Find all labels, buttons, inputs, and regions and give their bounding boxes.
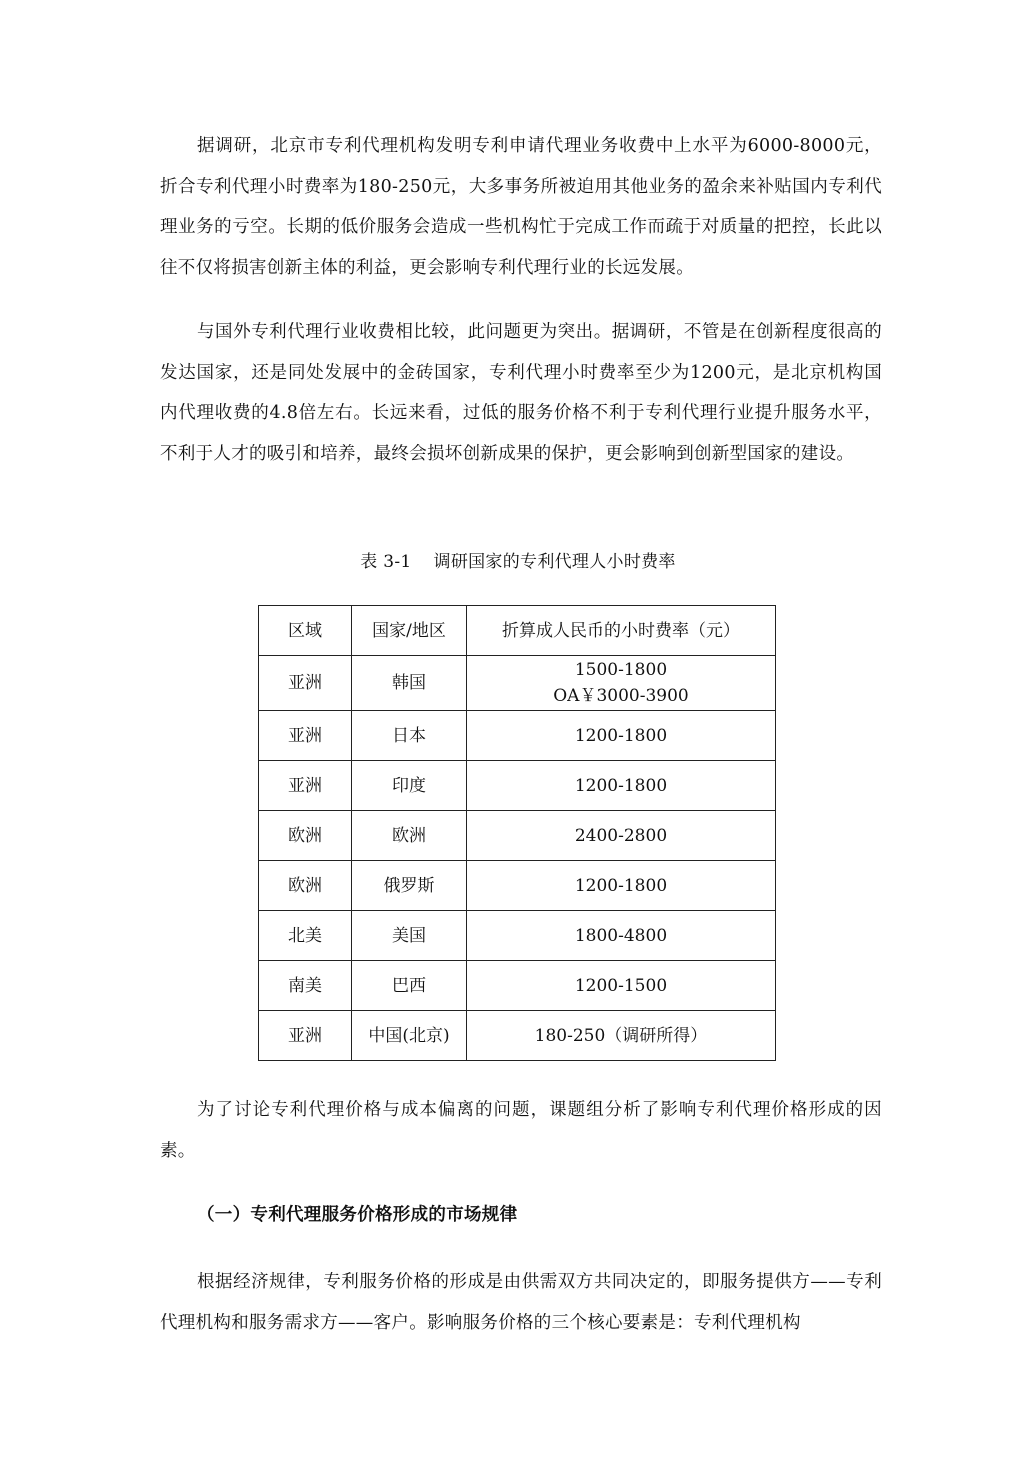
table-row: [259, 711, 776, 761]
paragraph-factor-analysis: 为了讨论专利代理价格与成本偏离的问题，课题组分析了影响专利代理价格形成的因素。: [160, 1100, 882, 1161]
cell-rate: 180-250（调研所得）: [467, 1011, 776, 1061]
hourly-rate-table: [258, 605, 776, 1061]
cell-rate: [467, 656, 776, 711]
table-caption-number: 表 3-1: [360, 552, 412, 572]
cell-rate-line1: 1500-1800: [574, 660, 668, 680]
cell-rate: 1200-1500: [467, 961, 776, 1011]
cell-rate: 1200-1800: [467, 711, 776, 761]
cell-country: 印度: [352, 761, 467, 811]
table-header-row: [259, 606, 776, 656]
cell-country: 中国(北京): [352, 1011, 467, 1061]
header-rate: 折算成人民币的小时费率（元）: [467, 606, 776, 656]
cell-country: 欧洲: [352, 811, 467, 861]
cell-region: 欧洲: [259, 811, 352, 861]
table-row: [259, 656, 776, 711]
cell-region: 北美: [259, 911, 352, 961]
cell-country: 俄罗斯: [352, 861, 467, 911]
cell-country: 韩国: [352, 656, 467, 711]
cell-rate: 1200-1800: [467, 761, 776, 811]
header-country: 国家/地区: [352, 606, 467, 656]
cell-rate-line2: OA￥3000-3900: [553, 686, 689, 706]
table-row: [259, 811, 776, 861]
cell-country: 巴西: [352, 961, 467, 1011]
cell-region: 亚洲: [259, 1011, 352, 1061]
table-row: [259, 1011, 776, 1061]
cell-country: 日本: [352, 711, 467, 761]
cell-region: 亚洲: [259, 761, 352, 811]
cell-rate: 2400-2800: [467, 811, 776, 861]
cell-region: 欧洲: [259, 861, 352, 911]
paragraph-market-law: 根据经济规律，专利服务价格的形成是由供需双方共同决定的，即服务提供方——专利代理机构和服务需求方——客户。影响服务价格的三个核心要素是：专利代理机构: [160, 1272, 882, 1333]
cell-region: 亚洲: [259, 656, 352, 711]
paragraph-international-comparison: 与国外专利代理行业收费相比较，此问题更为突出。据调研，不管是在创新程度很高的发达国家，还是同处发展中的金砖国家，专利代理小时费率至少为1200元，是北京机构国内代理收费的4.8倍左右。长远来看，过低的服务价格不利于专利代理行业提升服务水平，不利于人才的吸引和培养，最终会损坏创新成果的保护，更会影响到创新型国家的建设。: [160, 322, 882, 464]
section-heading: （一）专利代理服务价格形成的市场规律: [197, 1205, 518, 1225]
paragraph-fee-level: 据调研，北京市专利代理机构发明专利申请代理业务收费中上水平为6000-8000元，折合专利代理小时费率为180-250元，大多事务所被迫用其他业务的盈余来补贴国内专利代理业务的亏空。长期的低价服务会造成一些机构忙于完成工作而疏于对质量的把控，长此以往不仅将损害创新主体的利益，更会影响专利代理行业的长远发展。: [160, 136, 882, 278]
header-region: 区域: [259, 606, 352, 656]
cell-country: 美国: [352, 911, 467, 961]
table-row: [259, 861, 776, 911]
table-caption-title: 调研国家的专利代理人小时费率: [433, 552, 676, 572]
table-row: [259, 961, 776, 1011]
cell-rate: 1800-4800: [467, 911, 776, 961]
cell-region: 亚洲: [259, 711, 352, 761]
table-row: [259, 761, 776, 811]
cell-rate: 1200-1800: [467, 861, 776, 911]
cell-region: 南美: [259, 961, 352, 1011]
table-caption: [0, 548, 1036, 576]
table-row: [259, 911, 776, 961]
